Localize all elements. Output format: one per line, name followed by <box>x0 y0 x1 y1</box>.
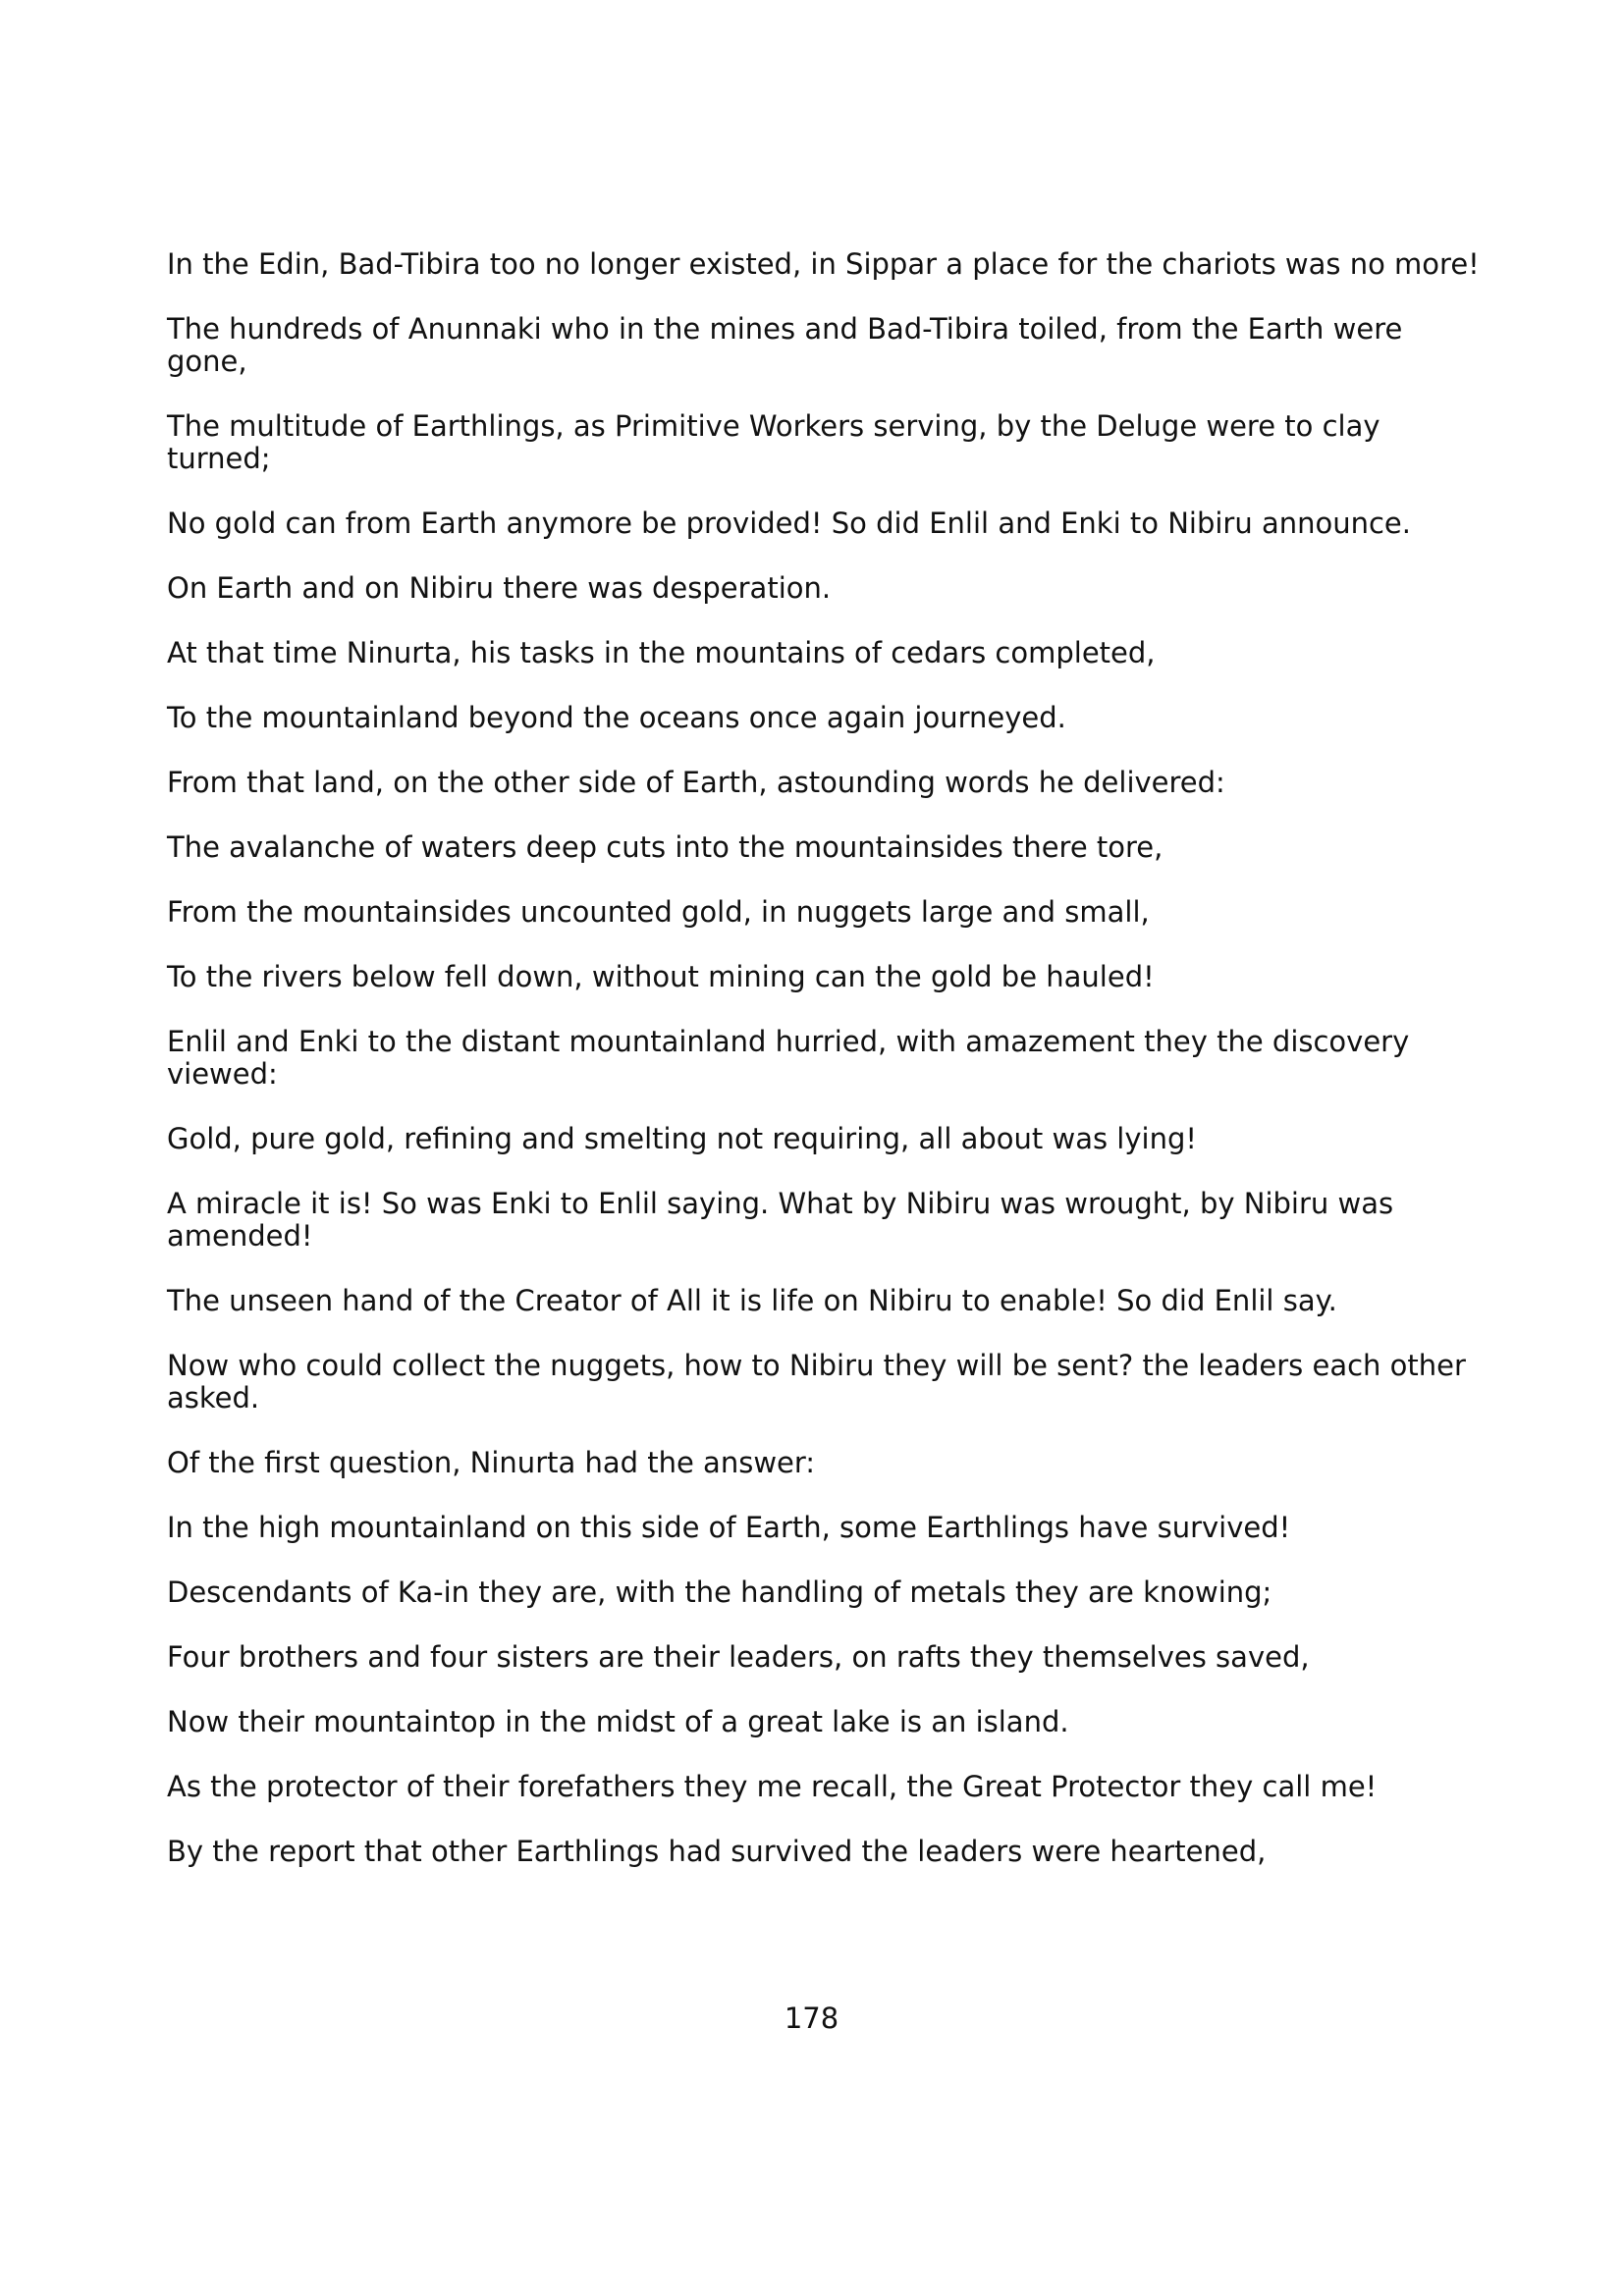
paragraph: Enlil and Enki to the distant mountainland hurried, with amazement they the discovery viewed: <box>167 1025 1410 1091</box>
paragraph: On Earth and on Nibiru there was desperation. <box>167 571 832 605</box>
paragraph: Gold, pure gold, refining and smelting not requiring, all about was lying! <box>167 1122 1197 1155</box>
paragraph: To the rivers below fell down, without mining can the gold be hauled! <box>167 960 1155 993</box>
paragraph: In the high mountainland on this side of Earth, some Earthlings have survived! <box>167 1511 1291 1544</box>
paragraph: By the report that other Earthlings had survived the leaders were heartened, <box>167 1835 1267 1868</box>
paragraph: From that land, on the other side of Earth, astounding words he delivered: <box>167 766 1225 799</box>
paragraph: The unseen hand of the Creator of All it is life on Nibiru to enable! So did Enlil say. <box>167 1284 1337 1317</box>
paragraph: The avalanche of waters deep cuts into the mountainsides there tore, <box>167 830 1163 864</box>
paragraph: From the mountainsides uncounted gold, in nuggets large and small, <box>167 895 1150 929</box>
paragraph: Now who could collect the nuggets, how to Nibiru they will be sent? the leaders each other asked. <box>167 1349 1466 1415</box>
paragraph: At that time Ninurta, his tasks in the mountains of cedars completed, <box>167 636 1156 669</box>
paragraph: A miracle it is! So was Enki to Enlil saying. What by Nibiru was wrought, by Nibiru was amended! <box>167 1187 1394 1253</box>
paragraph: The multitude of Earthlings, as Primitive Workers serving, by the Deluge were to clay turned; <box>167 409 1380 475</box>
paragraph: Descendants of Ka-in they are, with the handling of metals they are knowing; <box>167 1575 1272 1609</box>
paragraph: Now their mountaintop in the midst of a great lake is an island. <box>167 1705 1069 1738</box>
paragraph: Four brothers and four sisters are their leaders, on rafts they themselves saved, <box>167 1640 1310 1674</box>
paragraph: To the mountainland beyond the oceans once again journeyed. <box>167 701 1066 734</box>
paragraph: Of the first question, Ninurta had the answer: <box>167 1446 816 1479</box>
paragraph: As the protector of their forefathers they me recall, the Great Protector they call me! <box>167 1770 1378 1803</box>
page-number: 178 <box>784 2002 839 2035</box>
body-text <box>167 248 1483 1900</box>
paragraph: No gold can from Earth anymore be provided! So did Enlil and Enki to Nibiru announce. <box>167 507 1411 540</box>
paragraph: The hundreds of Anunnaki who in the mines and Bad-Tibira toiled, from the Earth were gone, <box>167 312 1403 378</box>
paragraph: In the Edin, Bad-Tibira too no longer existed, in Sippar a place for the chariots was no more! <box>167 247 1480 281</box>
